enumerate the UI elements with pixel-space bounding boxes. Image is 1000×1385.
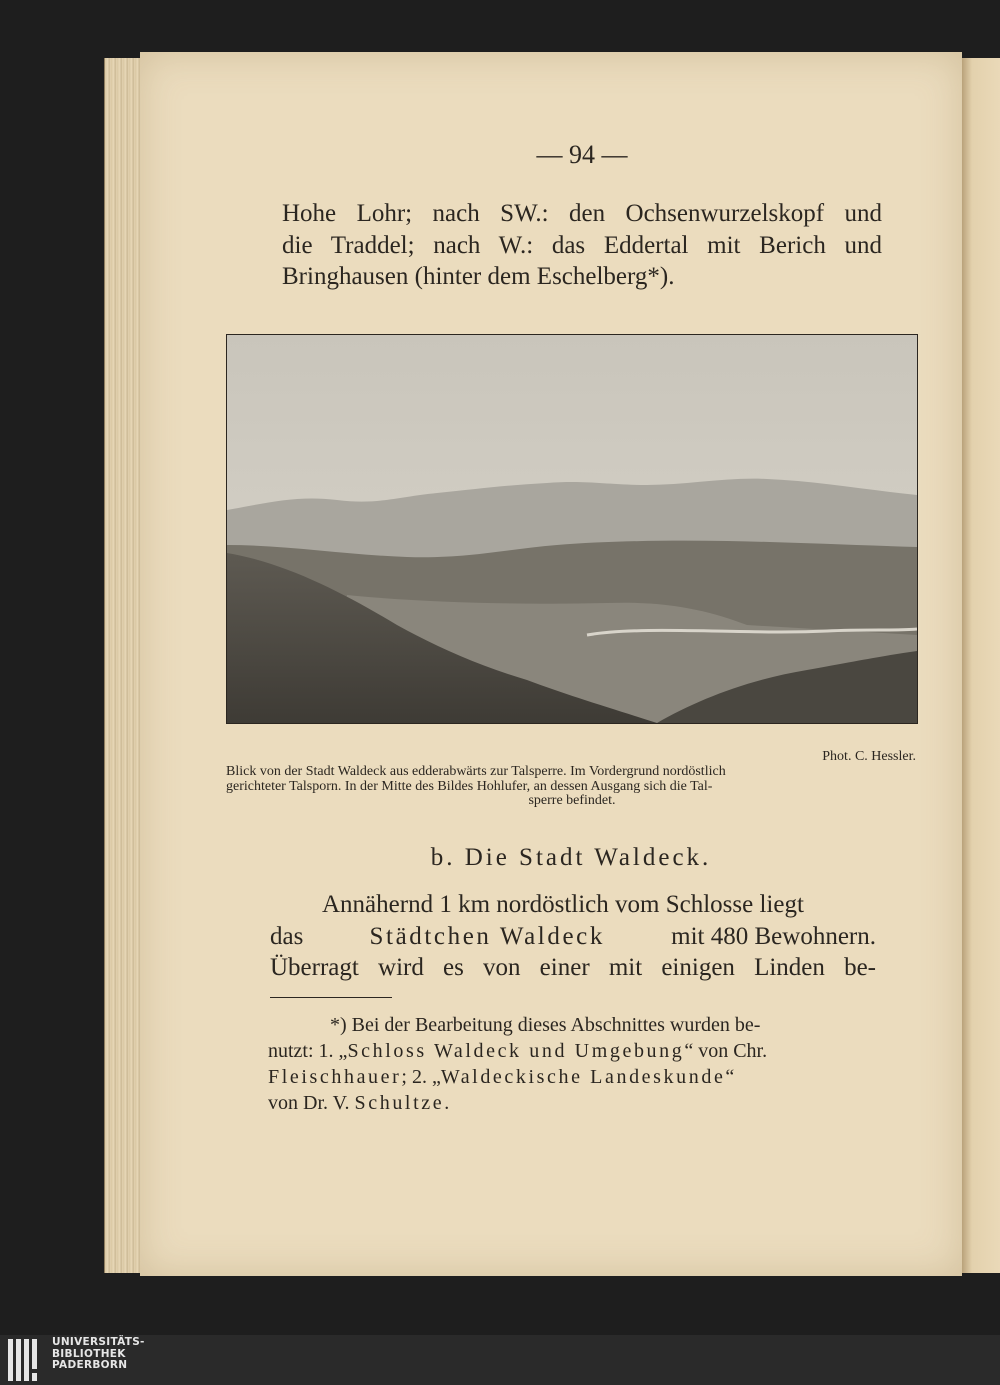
body-line: Annähernd 1 km nordöstlich vom Schlosse liegt <box>322 891 804 918</box>
facing-page-edge <box>962 58 1000 1273</box>
photo-caption <box>226 765 918 809</box>
footnote-divider <box>270 997 392 998</box>
footnote <box>268 1012 874 1116</box>
body-paragraph <box>270 889 876 984</box>
footnote-text: . <box>444 1092 450 1114</box>
footnote-text: “ <box>725 1066 735 1088</box>
landscape-photo <box>226 334 918 724</box>
footnote-text: ; 2. „ <box>401 1066 441 1088</box>
body-phrase: mit 480 Bewohnern. <box>671 922 876 950</box>
footnote-text: von Dr. V. <box>268 1092 355 1114</box>
logo-line: BIBLIOTHEK <box>52 1347 126 1360</box>
caption-line: Blick von der Stadt Waldeck aus edderabwärts zur Talsperre. Im Vordergrund nordöstlich <box>226 765 726 779</box>
footnote-line <box>268 1064 874 1090</box>
caption-line: sperre befindet. <box>528 794 616 808</box>
spaced-town-name: Städtchen Waldeck <box>369 922 605 950</box>
footnote-line <box>268 1090 874 1116</box>
viewer-footer <box>0 1335 1000 1385</box>
body-word: das <box>270 922 304 950</box>
logo-line: PADERBORN <box>52 1359 128 1371</box>
spaced-author: Fleischhauer <box>268 1066 402 1088</box>
footnote-text: nutzt: 1. „ <box>268 1040 348 1062</box>
caption-line: gerichteter Talsporn. In der Mitte des Bildes Hohlufer, an dessen Ausgang sich die Tal- <box>226 779 713 794</box>
intro-line: die Traddel; nach W.: das Eddertal mit Berich und <box>282 231 882 259</box>
footnote-text: “ von Chr. <box>684 1040 768 1062</box>
landscape-photo-image <box>227 335 917 723</box>
intro-line: Hohe Lohr; nach SW.: den Ochsenwurzelskopf und <box>282 200 882 227</box>
logo-line: UNIVERSITÄTS- <box>52 1336 145 1348</box>
footnote-line: *) Bei der Bearbeitung dieses Abschnittes wurden be- <box>330 1014 761 1036</box>
body-line <box>270 921 876 953</box>
footnote-line <box>268 1038 874 1064</box>
section-heading: b. Die Stadt Waldeck. <box>430 844 712 871</box>
library-logo-text <box>52 1337 145 1372</box>
page-number: — 94 — <box>536 140 628 169</box>
spaced-title: Schloss Waldeck und Umgebung <box>347 1040 685 1062</box>
body-line: Überragt wird es von einer mit einigen Linden be- <box>270 954 876 981</box>
spaced-title: Waldeckische Landeskunde <box>440 1066 726 1088</box>
intro-paragraph <box>282 198 882 293</box>
library-logo-icon <box>8 1339 44 1381</box>
page-edges <box>104 58 145 1273</box>
photo-credit: Phot. C. Hessler. <box>822 749 916 764</box>
spaced-author: Schultze <box>354 1092 445 1114</box>
intro-line: Bringhausen (hinter dem Eschelberg*). <box>282 263 675 290</box>
